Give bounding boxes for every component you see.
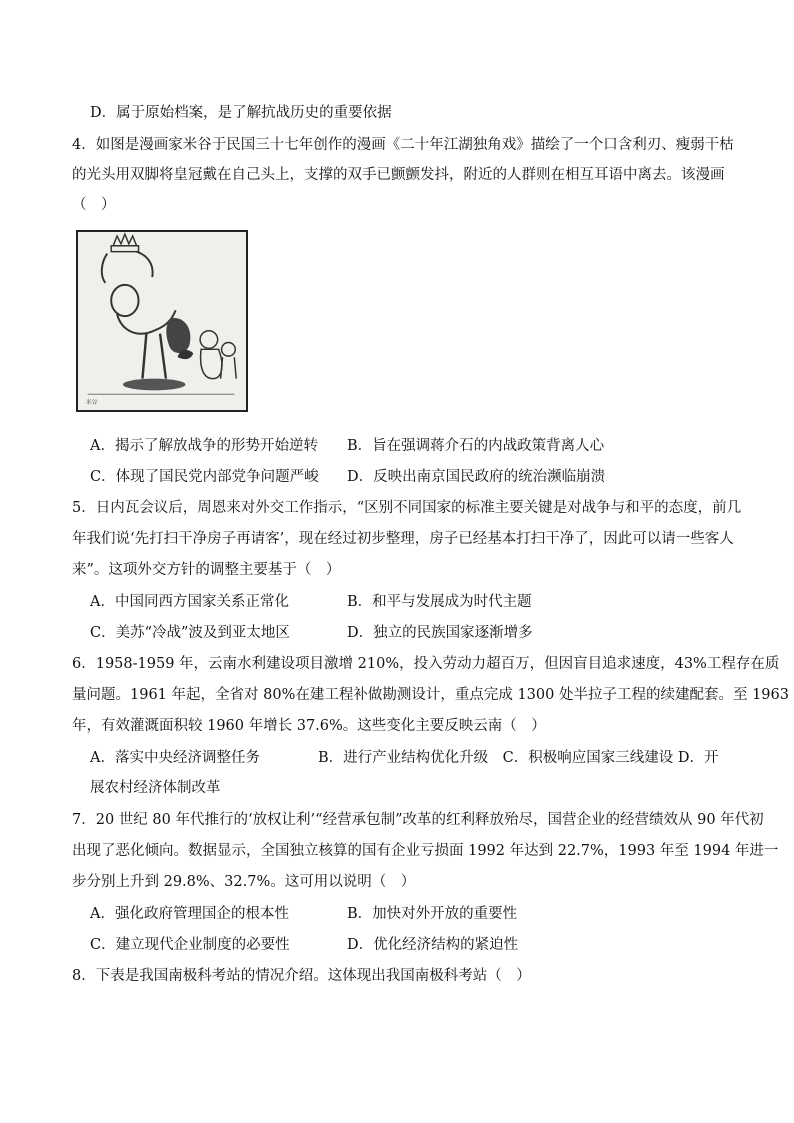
option-b: B．加快对外开放的重要性 — [347, 906, 518, 922]
option-d-q3: D．属于原始档案，是了解抗战历史的重要依据 — [90, 105, 392, 121]
svg-text:米谷: 米谷 — [85, 400, 98, 407]
option-b: B．旨在强调蒋介石的内战政策背离人心 — [347, 438, 605, 454]
option-c: C．体现了国民党内部党争问题严峻 — [90, 469, 319, 485]
option-b: B．和平与发展成为时代主题 — [347, 594, 532, 610]
option-c: C．建立现代企业制度的必要性 — [90, 937, 290, 953]
option-a: A．强化政府管理国企的根本性 — [90, 906, 289, 922]
option-d: D．独立的民族国家逐渐增多 — [347, 625, 533, 641]
option-d: D．反映出南京国民政府的统治濒临崩溃 — [347, 469, 606, 485]
option-a: A．揭示了解放战争的形势开始逆转 — [90, 438, 318, 454]
option-c: C．美苏“冷战”波及到亚太地区 — [90, 625, 290, 641]
option-a: A．中国同西方国家关系正常化 — [90, 594, 289, 610]
option-d: D．优化经济结构的紧迫性 — [347, 937, 519, 953]
cartoon-illustration — [76, 230, 248, 412]
